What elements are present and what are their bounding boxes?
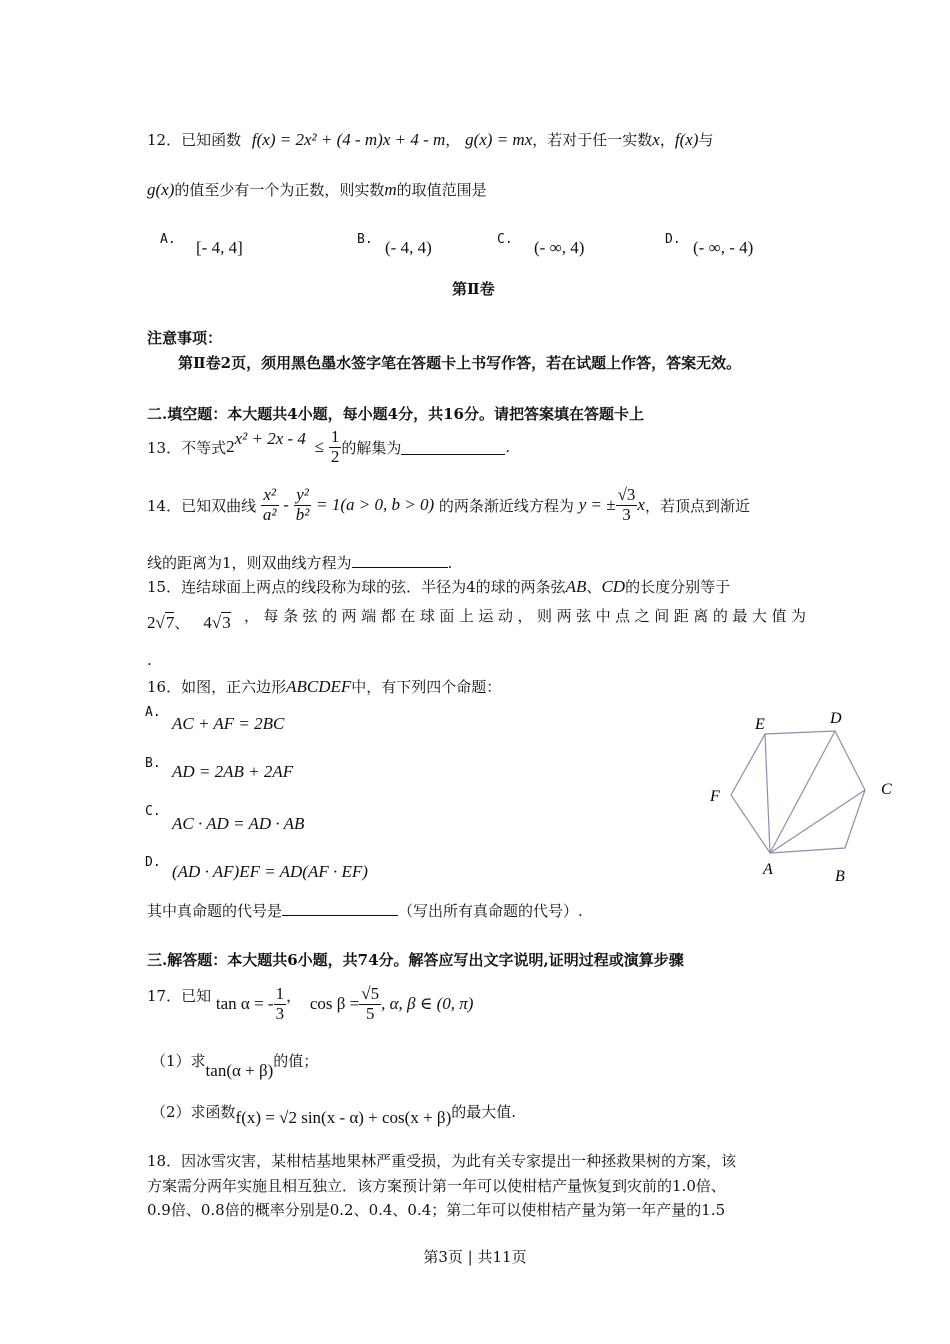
q15-chord-lengths: 2√7、 4√3 bbox=[147, 613, 231, 632]
q16-option-a-label: A. bbox=[145, 705, 161, 720]
q16-option-c-label: C. bbox=[145, 804, 161, 819]
notice-body: 第Ⅱ卷2页，须用黑色墨水签字笔在答题卡上书写作答，若在试题上作答，答案无效。 bbox=[178, 354, 742, 372]
q12-option-a-value: [- 4, 4] bbox=[196, 238, 243, 257]
q18-line2: 方案需分两年实施且相互独立．该方案预计第一年可以使柑桔产量恢复到灾前的1.0倍、 bbox=[147, 1177, 726, 1195]
q12-option-a-label: A. bbox=[160, 232, 176, 247]
q14-line2: 线的距离为1，则双曲线方程为 . bbox=[147, 554, 453, 572]
q18-line1: 18．因冰雪灾害，某柑桔基地果林严重受损，为此有关专家提出一种拯救果树的方案，该 bbox=[147, 1152, 737, 1170]
q14-line1: 14．已知双曲线 $\frac{\text{x²}}{\text{a²}}$ - $\frac{\text{y²}}{\text{b²}}$ = 1(a > 0, b > 0) 的两条渐近线方程为 y = ± $\frac{√3}{3}$ x，若顶点到渐近 bbox=[147, 485, 750, 524]
q12-option-c-value: (- ∞, 4) bbox=[534, 238, 585, 257]
page-footer: 第3页 | 共11页 bbox=[423, 1248, 527, 1266]
q16-option-d-expr: (AD · AF)EF = AD(AF · EF) bbox=[172, 862, 368, 881]
q16-line: 16．如图，正六边形ABCDEF中，有下列四个命题： bbox=[147, 677, 502, 696]
vertex-label-b: B bbox=[835, 868, 845, 885]
q16-answer-line: 其中真命题的代号是 （写出所有真命题的代号）. bbox=[147, 902, 583, 920]
fraction-one-half: $\frac{1}{2}$ bbox=[330, 427, 340, 466]
hyperbola-y-term: $\frac{\text{y²}}{\text{b²}}$ bbox=[295, 485, 310, 524]
diagonal-ad bbox=[770, 731, 835, 853]
gx-definition: g(x) = mx bbox=[465, 130, 533, 149]
part3-heading: 三.解答题：本大题共6小题，共74分。解答应写出文字说明,证明过程或演算步骤 bbox=[147, 951, 684, 969]
fx-definition: f(x) = 2x² + (4 - m)x + 4 - m bbox=[251, 130, 446, 149]
q12-option-d-value: (- ∞, - 4) bbox=[693, 238, 754, 257]
q12-line1: 12．已知函数 f(x) = 2x² + (4 - m)x + 4 - m， g(x) = mx，若对于任一实数x，f(x)与 bbox=[147, 130, 714, 149]
vertex-label-d: D bbox=[830, 710, 842, 727]
part2-heading: 二.填空题：本大题共4小题，每小题4分，共16分。请把答案填在答题卡上 bbox=[147, 405, 644, 423]
hexagon-figure bbox=[700, 705, 900, 890]
q16-option-c-expr: AC · AD = AD · AB bbox=[172, 814, 305, 833]
tan-alpha-value: $\frac{1}{3}$ bbox=[275, 984, 285, 1023]
cos-beta-value: $\frac{√5}{5}$ bbox=[361, 984, 380, 1023]
q12-option-d-label: D. bbox=[665, 232, 681, 247]
q14-answer-blank bbox=[352, 553, 448, 568]
q16-option-d-label: D. bbox=[145, 855, 161, 870]
vertex-label-e: E bbox=[755, 716, 765, 733]
q17-part2: （2）求函数f(x) = √2 sin(x - α) + cos(x + β)的最大值. bbox=[151, 1103, 517, 1127]
vertex-label-c: C bbox=[881, 781, 892, 798]
q12-option-b-label: B. bbox=[357, 232, 373, 247]
q18-line3: 0.9倍、0.8倍的概率分别是0.2、0.4、0.4；第二年可以使柑桔产量为第一年产量的1.5 bbox=[147, 1201, 726, 1219]
q15-line2: ，每条弦的两端都在球面上运动，则两弦中点之间距离的最大值为 bbox=[244, 607, 806, 625]
inequality-exponent: x² + 2x - 4 bbox=[234, 429, 306, 449]
diagonal-ac bbox=[770, 790, 865, 853]
q16-option-b-expr: AD = 2AB + 2AF bbox=[172, 762, 294, 781]
q15-line1: 15．连结球面上两点的线段称为球的弦．半径为4的球的两条弦AB、CD的长度分别等于 bbox=[147, 577, 731, 596]
q12-option-c-label: C. bbox=[497, 232, 513, 247]
q13-line: 13．不等式$2^{x^2 + 2x - 4}$ ≤ $\frac{1}{2}$ 的解集为 . bbox=[147, 427, 511, 466]
q15-line3: . bbox=[147, 651, 152, 669]
vertex-label-a: A bbox=[763, 861, 773, 878]
q13-answer-blank bbox=[401, 440, 505, 455]
asymptote-slope: $\frac{√3}{3}$ bbox=[617, 485, 636, 524]
notice-title: 注意事项： bbox=[147, 329, 223, 347]
q17-part1: （1）求tan(α + β)的值； bbox=[151, 1052, 319, 1080]
q16-option-a-expr: AC + AF = 2BC bbox=[172, 714, 285, 733]
q12-option-b-value: (- 4, 4) bbox=[385, 238, 432, 257]
q12-line2: g(x)的值至少有一个为正数，则实数m的取值范围是 bbox=[147, 180, 487, 199]
q16-option-b-label: B. bbox=[145, 756, 161, 771]
q17-line: 17．已知 tan α = - $\frac{1}{3}$ ， cos β = $\frac{√5}{5}$ , α, β ∈ (0, π) bbox=[147, 984, 474, 1023]
hyperbola-x-term: $\frac{\text{x²}}{\text{a²}}$ bbox=[262, 485, 277, 524]
q16-answer-blank bbox=[282, 901, 398, 916]
section-title: 第Ⅱ卷 bbox=[452, 280, 495, 298]
inequality-base: 2 bbox=[226, 437, 235, 457]
vertex-label-f: F bbox=[710, 788, 720, 805]
diagonal-ae bbox=[765, 734, 770, 853]
